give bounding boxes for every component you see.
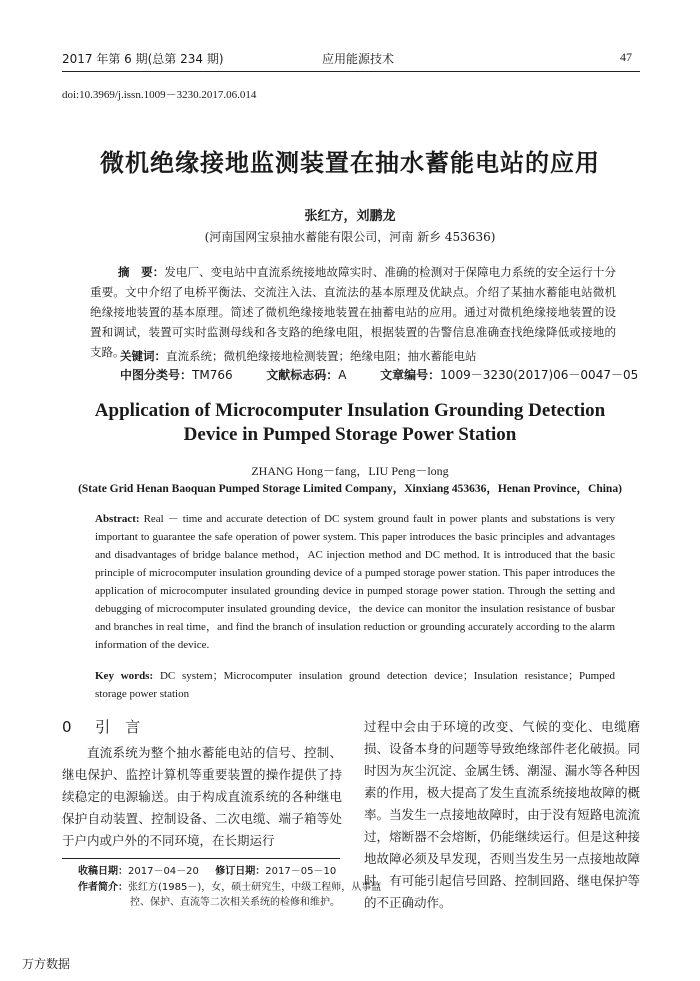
page-number: 47: [620, 50, 632, 64]
bio-text: 张红方(1985－)，女，硕士研究生，中级工程师，从事监控、保护、直流等二次相关系统的检修和维护。: [128, 882, 382, 908]
clc-value: TM766: [192, 368, 233, 382]
abstract-cn-text: 发电厂、变电站中直流系统接地故障实时、准确的检测对于保障电力系统的安全运行十分重要。文中介绍了电桥平衡法、交流注入法、直流法的基本原理及优缺点。介绍了某抽水蓄能电站微机绝缘接地装置的基本原理。简述了微机绝缘接地装置在抽蓄电站的应用。通过对微机绝缘接地装置的设置和调试，装置可实时监测母线和各支路的绝缘电阻，根据装置的告警信息准确查找绝缘降低或接地的支路。: [90, 265, 617, 359]
footnote-dates: [78, 864, 336, 879]
keywords-cn: [120, 346, 616, 366]
doc-code-value: A: [338, 368, 347, 382]
affiliation-cn: (河南国网宝泉抽水蓄能有限公司，河南 新乡 453636): [204, 230, 496, 244]
intro-right-column: 过程中会由于环境的改变、气候的变化、电缆磨损、设备本身的问题等导致绝缘部件老化破损。同时因为灰尘沉淀、金属生锈、潮湿、漏水等各种因素的作用，极大提高了发生直流系统接地故障的概率。当发生一点接地故障时，由于没有短路电流流过，熔断器不会熔断，仍能继续运行。但是这种接地故障必须及早发现，否则当发生另一点接地故障时，有可能引起信号回路、控制回路、继电保护等的不正确动作。: [364, 719, 640, 910]
abstract-cn-label: 摘 要：: [118, 265, 165, 279]
doc-code-label: 文献标志码：: [266, 368, 339, 382]
abstract-en: [95, 510, 615, 654]
keywords-cn-label: 关键词：: [120, 349, 166, 363]
clc-label: 中图分类号：: [120, 368, 193, 382]
running-header-issue: 2017 年第 6 期(总第 234 期): [62, 52, 224, 66]
footnote-bio: [78, 880, 392, 910]
title-cn: 微机绝缘接地监测装置在抽水蓄能电站的应用: [100, 149, 600, 177]
authors-cn: 张红方，刘鹏龙: [304, 209, 396, 224]
received-date: 2017－04－20: [128, 866, 199, 877]
received-label: 收稿日期：: [78, 866, 128, 877]
classification-line: [120, 366, 638, 383]
keywords-en-text: DC system；Microcomputer insulation ground detection device；Insulation resistance；Pumped storage power station: [95, 670, 616, 700]
revised-label: 修订日期：: [215, 866, 266, 877]
doi: doi:10.3969/j.issn.1009－3230.2017.06.014: [62, 89, 257, 101]
article-number-label: 文章编号：: [380, 368, 441, 382]
abstract-en-label: Abstract:: [95, 513, 140, 525]
footnote-rule: [62, 858, 340, 859]
title-en-line1: Application of Microcomputer Insulation Grounding Detection: [94, 400, 606, 421]
running-header-journal: 应用能源技术: [322, 52, 395, 66]
article-number-value: 1009－3230(2017)06－0047－05: [440, 368, 639, 382]
title-en-line2: Device in Pumped Storage Power Station: [183, 424, 517, 445]
authors-en: ZHANG Hong－fang，LIU Peng－long: [251, 464, 449, 478]
keywords-cn-text: 直流系统；微机绝缘接地检测装置；绝缘电阻；抽水蓄能电站: [166, 349, 477, 363]
keywords-en-label: Key words:: [95, 670, 154, 682]
watermark: 万方数据: [22, 957, 71, 971]
section-title: 引 言: [95, 718, 141, 736]
bio-label: 作者简介：: [78, 882, 128, 893]
section-number: 0: [62, 718, 72, 736]
intro-left-column: 直流系统为整个抽水蓄能电站的信号、控制、继电保护、监控计算机等重要装置的操作提供了持续稳定的电源输送。由于构成直流系统的各种继电保护自动装置、控制设备、二次电缆、端子箱等处于户内或户外的不同环境，在长期运行: [62, 745, 342, 848]
header-rule: [62, 71, 640, 72]
abstract-en-text: Real － time and accurate detection of DC system ground fault in power plants and substations is very important to guarantee the safe operation of power system. This paper introduces the basic principles and advantages and disadvantages of bridge balance method，AC injection method and DC method. It is introduced that the basic principle of microcomputer insulation grounding device of a pumped storage power station. This paper introduces the application of microcomputer insulated grounding device in pumped storage power station. Through the setting and debugging of microcomputer insulated grounding device，the device can monitor the insulation resistance of busbar and branches in real time，and find the branch of insulation reduction or grounding accurately according to the alarm information of the device.: [95, 513, 615, 651]
revised-date: 2017－05－10: [265, 866, 337, 877]
section-heading: [62, 716, 140, 737]
keywords-en: [95, 667, 615, 703]
affiliation-en: (State Grid Henan Baoquan Pumped Storage Limited Company，Xinxiang 453636，Henan Province，China): [78, 483, 622, 495]
